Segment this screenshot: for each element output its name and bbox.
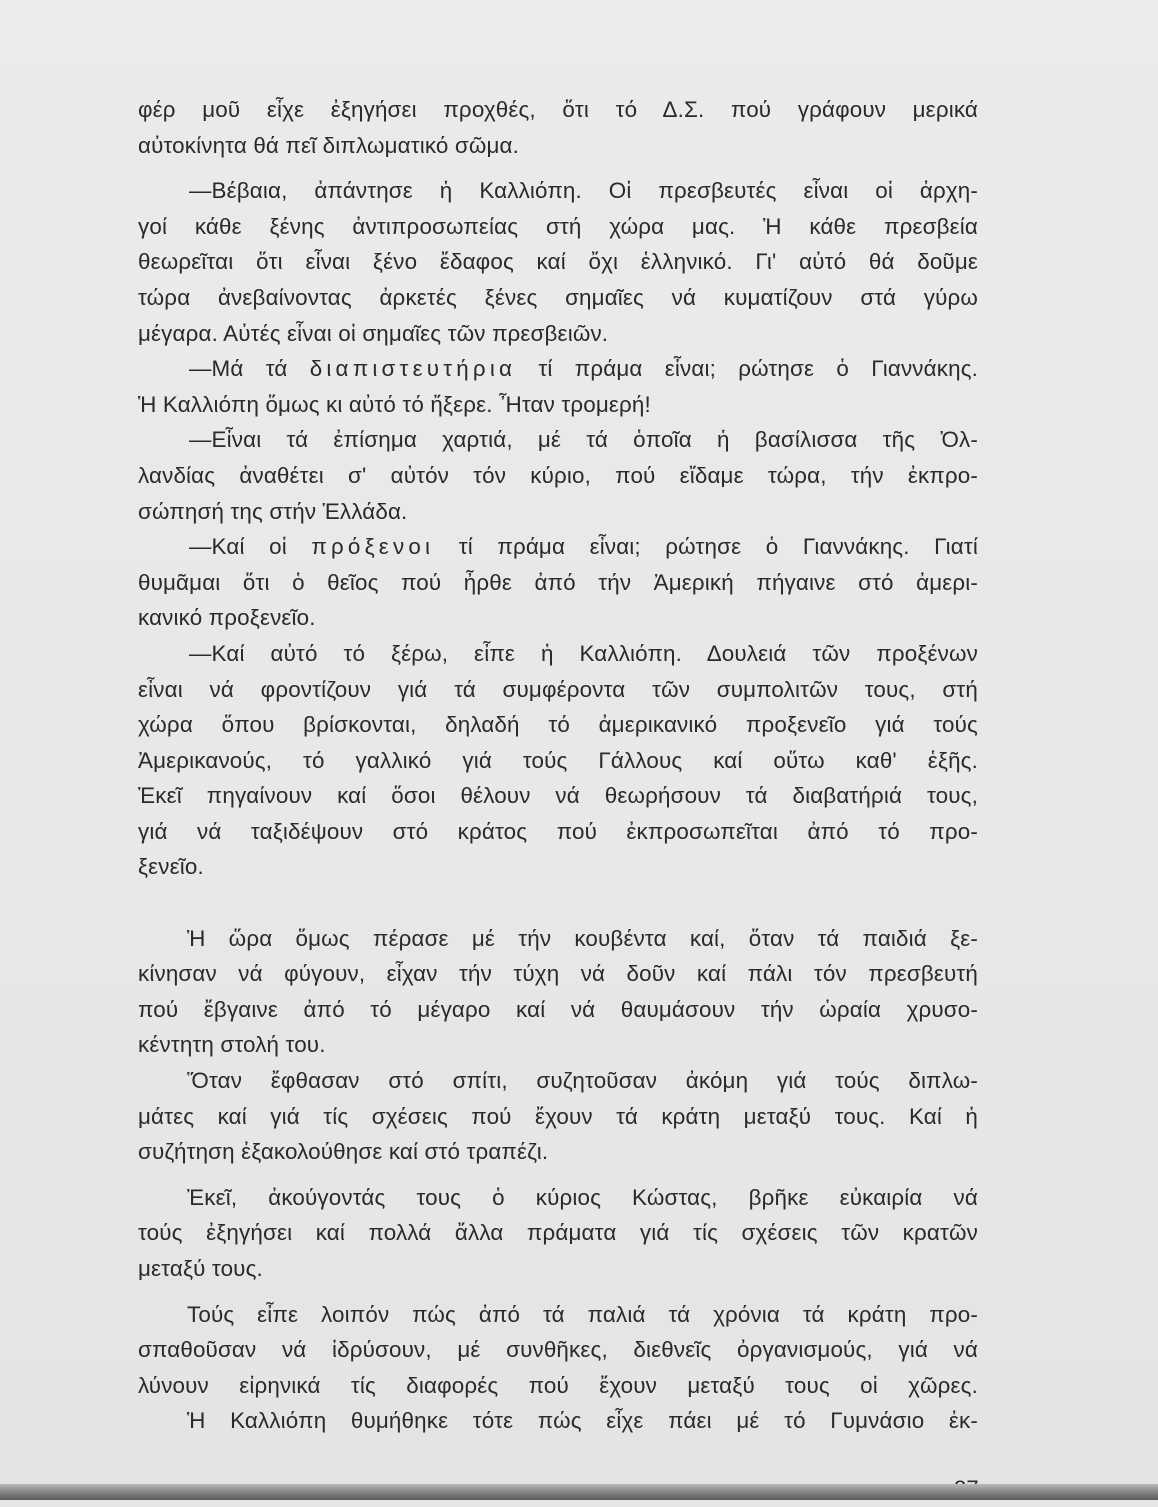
- text-line: [138, 885, 978, 921]
- text-line: φέρ μοῦ εἶχε ἐξηγήσει προχθές, ὅτι τό Δ.Σ. πού γράφουν μερικά: [138, 97, 978, 122]
- text-line: σπαθοῦσαν νά ἱδρύσουν, μέ συνθῆκες, διεθνεῖς ὀργανισμούς, γιά νά: [138, 1337, 978, 1363]
- text-line: Ἡ Καλλιόπη ὅμως κι αὐτό τό ἤξερε. Ἦταν τρομερή!: [138, 391, 651, 417]
- text-line: —Βέβαια, ἀπάντησε ἡ Καλλιόπη. Οἱ πρεσβευτές εἶναι οἱ ἀρχη-: [189, 178, 978, 204]
- text-line: χώρα ὅπου βρίσκονται, δηλαδή τό ἀμερικανικό προξενεῖο γιά τούς: [138, 712, 978, 738]
- text-line: συζήτηση ἐξακολούθησε καί στό τραπέζι.: [138, 1139, 549, 1165]
- text-line: θυμᾶμαι ὅτι ὁ θεῖος πού ἦρθε ἀπό τήν Ἀμερική πήγαινε στό ἀμερι-: [138, 569, 978, 595]
- body-text: [138, 92, 978, 1439]
- text-line: πού ἔβγαινε ἀπό τό μέγαρο καί νά θαυμάσουν τήν ὡραία χρυσο-: [138, 996, 978, 1022]
- text-line: εἶναι νά φροντίζουν γιά τά συμφέροντα τῶν συμπολιτῶν τους, στή: [138, 676, 978, 702]
- text-line: ξενεῖο.: [138, 854, 204, 880]
- text-line: λανδίας ἀναθέτει σ' αὐτόν τόν κύριο, πού εἴδαμε τώρα, τήν ἐκπρο-: [138, 462, 978, 488]
- text-line: τώρα ἀνεβαίνοντας ἀρκετές ξένες σημαῖες νά κυματίζουν στά γύρω: [138, 284, 978, 310]
- text-line: κανικό προξενεῖο.: [138, 605, 316, 631]
- text-line: θεωρεῖται ὅτι εἶναι ξένο ἔδαφος καί ὄχι ἑλληνικό. Γι' αὐτό θά δοῦμε: [138, 249, 978, 275]
- text-segment: τί πράμα εἶναι; ρώτησε ὁ Γιαννάκης. Γιατί: [434, 534, 978, 560]
- text-line: Ἐκεῖ, ἀκούγοντάς τους ὁ κύριος Κώστας, βρῆκε εὐκαιρία νά: [187, 1184, 978, 1210]
- text-line: σώπησή της στήν Ἑλλάδα.: [138, 498, 408, 524]
- text-segment: τί πράμα εἶναι; ρώτησε ὁ Γιαννάκης.: [516, 356, 979, 382]
- text-line: Ἡ Καλλιόπη θυμήθηκε τότε πώς εἶχε πάει μέ τό Γυμνάσιο ἐκ-: [187, 1408, 978, 1434]
- text-line: —Εἶναι τά ἐπίσημα χαρτιά, μέ τά ὁποῖα ἡ βασίλισσα τῆς Ὀλ-: [189, 427, 978, 453]
- text-line: Τούς εἶπε λοιπόν πώς ἀπό τά παλιά τά χρόνια τά κράτη προ-: [187, 1301, 978, 1327]
- text-line: μεταξύ τους.: [138, 1256, 263, 1281]
- text-line: μάτες καί γιά τίς σχέσεις πού ἔχουν τά κράτη μεταξύ τους. Καί ἡ: [138, 1103, 978, 1129]
- spaced-term: διαπιστευτήρια: [309, 356, 517, 382]
- text-line: Ὅταν ἔφθασαν στό σπίτι, συζητοῦσαν ἀκόμη γιά τούς διπλω-: [187, 1068, 978, 1094]
- text-line: κίνησαν νά φύγουν, εἶχαν τήν τύχη νά δοῦν καί πάλι τόν πρεσβευτή: [138, 961, 978, 987]
- text-line: λύνουν εἰρηνικά τίς διαφορές πού ἔχουν μεταξύ τους οἱ χῶρες.: [138, 1372, 978, 1398]
- text-line: γοί κάθε ξένης ἀντιπροσωπείας στή χώρα μας. Ἡ κάθε πρεσβεία: [138, 213, 978, 239]
- text-segment: —Μά τά: [189, 356, 310, 382]
- text-line: τούς ἐξηγήσει καί πολλά ἄλλα πράματα γιά τίς σχέσεις τῶν κρατῶν: [138, 1220, 978, 1246]
- spaced-term: πρόξενοι: [311, 534, 435, 560]
- text-line: μέγαρα. Αὐτές εἶναι οἱ σημαῖες τῶν πρεσβειῶν.: [138, 320, 609, 346]
- text-line: Ἀμερικανούς, τό γαλλικό γιά τούς Γάλλους καί οὕτω καθ' ἑξῆς.: [138, 747, 978, 773]
- scan-edge: [0, 1484, 1158, 1500]
- text-segment: —Καί οἱ: [189, 534, 312, 560]
- text-line: γιά νά ταξιδέψουν στό κράτος πού ἐκπροσωπεῖται ἀπό τό προ-: [138, 818, 978, 844]
- text-line: Ἐκεῖ πηγαίνουν καί ὅσοι θέλουν νά θεωρήσουν τά διαβατήριά τους,: [138, 783, 978, 809]
- text-line: αὐτοκίνητα θά πεῖ διπλωματικό σῶμα.: [138, 132, 520, 158]
- text-line: Ἡ ὥρα ὅμως πέρασε μέ τήν κουβέντα καί, ὅταν τά παιδιά ξε-: [187, 925, 978, 951]
- text-line: —Καί αὐτό τό ξέρω, εἶπε ἡ Καλλιόπη. Δουλειά τῶν προξένων: [189, 640, 978, 666]
- text-line: [138, 529, 978, 565]
- text-line: κέντητη στολή του.: [138, 1032, 326, 1058]
- text-line: [138, 351, 978, 387]
